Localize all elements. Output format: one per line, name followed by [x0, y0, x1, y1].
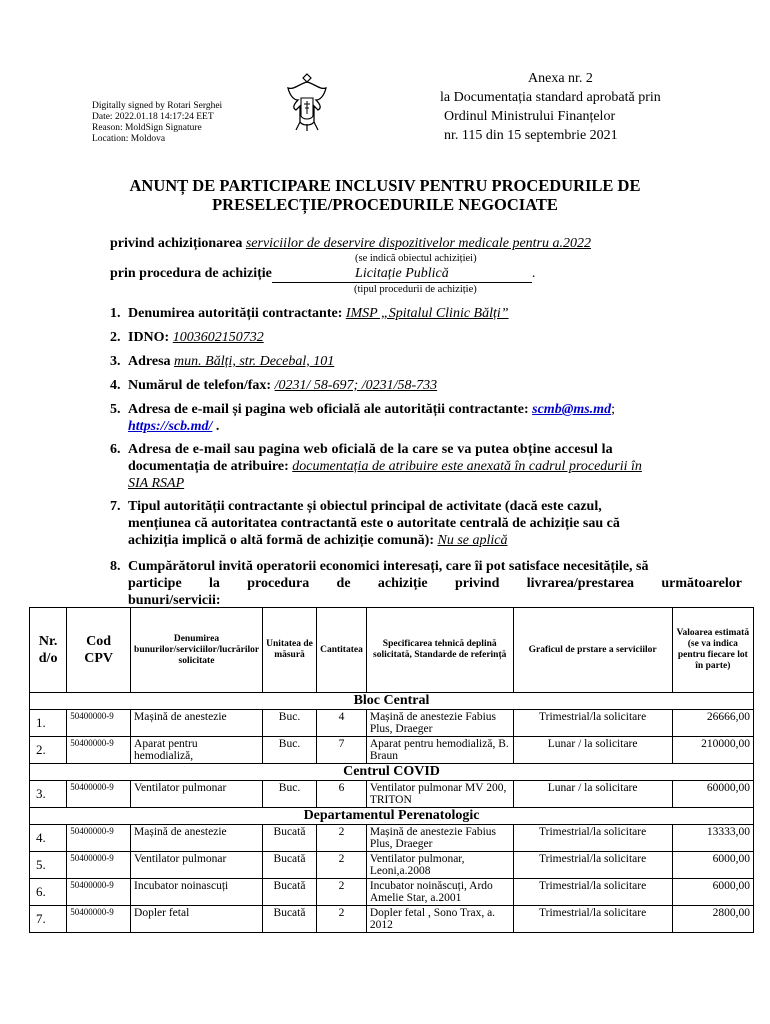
website-link[interactable]: https://scb.md/: [128, 419, 213, 434]
digital-signature: [92, 101, 222, 145]
cell-cpv: 50400000-9: [67, 906, 131, 933]
cell-unit: Bucată: [262, 906, 316, 933]
idno-value: 1003602150732: [172, 330, 264, 345]
procedure-line: prin procedura de achiziție Licitație Publică .: [110, 266, 536, 281]
procedure-hint: (tipul procedurii de achiziție): [354, 284, 477, 295]
item-6: [110, 441, 742, 492]
acquisition-object-line: [110, 236, 591, 252]
cell-schedule: Trimestrial/la solicitare: [513, 879, 672, 906]
authority-type-text: Tipul autorității contractante și obiectul principal de activitate (dacă este cazul,: [128, 499, 602, 514]
cell-spec: Ventilator pulmonar MV 200, TRITON: [366, 781, 513, 808]
acquisition-object: serviciilor de deservire dispozitivelor medicale pentru a.2022: [245, 236, 591, 251]
cell-cpv: 50400000-9: [67, 710, 131, 737]
title-line: PRESELECȚIE/PROCEDURILE NEGOCIATE: [212, 195, 558, 214]
section-title: Bloc Central: [30, 693, 754, 710]
cell-value: 26666,00: [672, 710, 753, 737]
cell-nr: 7.: [30, 906, 67, 933]
word: achiziție: [377, 576, 428, 591]
cell-name: Dopler fetal: [131, 906, 263, 933]
cell-unit: Bucată: [262, 825, 316, 852]
signature-date: Date: 2022.01.18 14:17:24 EET: [92, 112, 214, 122]
item-7: [110, 498, 742, 549]
invitation-text: Cumpărătorul invită operatorii economici interesați, care îi pot satisface necesitățile, să: [128, 559, 649, 574]
header-nr: Nr. d/o: [30, 608, 67, 693]
cell-nr: 3.: [30, 781, 67, 808]
cell-spec: Ventilator pulmonar, Leoni,a.2008: [366, 852, 513, 879]
word: livrarea/prestarea: [526, 576, 635, 591]
cell-qty: 4: [317, 710, 367, 737]
cell-qty: 2: [317, 825, 367, 852]
page-title: [60, 176, 710, 214]
annex-reference: [440, 69, 661, 145]
cell-name: Ventilator pulmonar: [131, 852, 263, 879]
word: următoarelor: [661, 576, 742, 591]
cell-qty: 2: [317, 879, 367, 906]
contracting-authority-label: Denumirea autorității contractante:: [128, 306, 343, 321]
object-hint: (se indică obiectul achiziției): [355, 253, 477, 264]
docs-access-label: documentația de atribuire:: [128, 459, 289, 474]
cell-spec: Mașină de anestezie Fabius Plus, Draeger: [366, 710, 513, 737]
cell-schedule: Trimestrial/la solicitare: [513, 825, 672, 852]
header-unit: Unitatea de măsură: [262, 608, 316, 693]
cell-value: 6000,00: [672, 852, 753, 879]
word: privind: [455, 576, 500, 591]
cell-cpv: 50400000-9: [67, 737, 131, 764]
procedure-value: Licitație Publică: [355, 266, 449, 281]
docs-access-label: Adresa de e-mail sau pagina web oficială de la care se va putea obține accesul la: [128, 442, 613, 457]
header-name: Denumirea bunurilor/serviciilor/lucrărilor solicitate: [131, 608, 263, 693]
docs-access-value: documentația de atribuire este anexată în cadrul procedurii în: [292, 459, 642, 474]
item-4: [110, 377, 742, 394]
cell-cpv: 50400000-9: [67, 781, 131, 808]
cell-qty: 2: [317, 906, 367, 933]
phone-label: Numărul de telefon/fax:: [128, 378, 272, 393]
address-value: mun. Bălți, str. Decebal, 101: [174, 354, 335, 369]
cell-unit: Bucată: [262, 852, 316, 879]
cell-spec: Aparat pentru hemodializă, B. Braun: [366, 737, 513, 764]
annex-number: Anexa nr. 2: [528, 71, 593, 86]
coat-of-arms-icon: [284, 72, 330, 132]
section-row: [30, 764, 754, 781]
header-spec: Specificarea tehnică deplină solicitată, Standarde de referință: [366, 608, 513, 693]
title-line: ANUNȚ DE PARTICIPARE INCLUSIV PENTRU PROCEDURILE DE: [129, 176, 641, 195]
signature-reason: Reason: MoldSign Signature: [92, 123, 202, 133]
cell-value: 13333,00: [672, 825, 753, 852]
acquisition-label: privind achiziționarea: [110, 236, 243, 251]
word: de: [336, 576, 351, 591]
cell-nr: 5.: [30, 852, 67, 879]
cell-qty: 7: [317, 737, 367, 764]
item-8: [110, 558, 742, 609]
contracting-authority-value: IMSP „Spitalul Clinic Bălți”: [345, 306, 509, 321]
cell-nr: 6.: [30, 879, 67, 906]
cell-value: 60000,00: [672, 781, 753, 808]
cell-value: 210000,00: [672, 737, 753, 764]
header-qty: Cantitatea: [317, 608, 367, 693]
section-row: [30, 808, 754, 825]
cell-nr: 2.: [30, 737, 67, 764]
signature-line: Digitally signed by Rotari Serghei: [92, 101, 223, 111]
email-link[interactable]: scmb@ms.md: [532, 402, 612, 417]
header-schedule: Graficul de prstare a serviciilor: [513, 608, 672, 693]
table-row: [30, 906, 754, 933]
cell-spec: Mașină de anestezie Fabius Plus, Draeger: [366, 825, 513, 852]
cell-qty: 2: [317, 852, 367, 879]
cell-schedule: Lunar / la solicitare: [513, 737, 672, 764]
item-5: 5. Adresa de e-mail și pagina web oficială ale autorității contractante: scmb@ms.md; https://scb.md/ .: [110, 402, 615, 434]
cell-unit: Buc.: [262, 781, 316, 808]
section-title: Departamentul Perenatologic: [30, 808, 754, 825]
cell-cpv: 50400000-9: [67, 852, 131, 879]
word: procedura: [247, 576, 310, 591]
table-row: [30, 852, 754, 879]
cell-cpv: 50400000-9: [67, 825, 131, 852]
item-number: 8.: [110, 559, 121, 574]
annex-line: nr. 115 din 15 septembrie 2021: [444, 128, 618, 143]
authority-type-text: achiziția implică o altă formă de achiziție comună):: [128, 533, 434, 548]
table-row: [30, 710, 754, 737]
cell-value: 2800,00: [672, 906, 753, 933]
cell-qty: 6: [317, 781, 367, 808]
annex-line: la Documentația standard aprobată prin: [440, 90, 661, 105]
item-number: 5.: [110, 402, 121, 417]
annex-line: Ordinul Ministrului Finanțelor: [444, 109, 616, 124]
authority-type-text: mențiunea că autoritatea contractantă este o autoritate centrală de achiziție sau că: [128, 516, 620, 531]
address-label: Adresa: [128, 354, 171, 369]
header-value: Valoarea estimată (se va indica pentru fiecare lot în parte): [672, 608, 753, 693]
table-header-row: [30, 608, 754, 693]
docs-access-value: SIA RSAP: [128, 476, 185, 491]
cell-name: Mașină de anestezie: [131, 710, 263, 737]
cell-name: Aparat pentru hemodializă,: [131, 737, 263, 764]
table-row: [30, 737, 754, 764]
cell-unit: Buc.: [262, 710, 316, 737]
item-number: 2.: [110, 330, 121, 345]
cell-schedule: Trimestrial/la solicitare: [513, 710, 672, 737]
cell-nr: 1.: [30, 710, 67, 737]
cell-schedule: Trimestrial/la solicitare: [513, 852, 672, 879]
cell-schedule: Trimestrial/la solicitare: [513, 906, 672, 933]
section-row: [30, 693, 754, 710]
table-row: [30, 781, 754, 808]
authority-type-value: Nu se aplică: [437, 533, 508, 548]
cell-name: Ventilator pulmonar: [131, 781, 263, 808]
word: participe: [128, 576, 182, 591]
procedure-label: prin procedura de achiziție: [110, 266, 272, 281]
item-number: 4.: [110, 378, 121, 393]
cell-unit: Buc.: [262, 737, 316, 764]
phone-value: /0231/ 58-697; /0231/58-733: [274, 378, 438, 393]
item-number: 7.: [110, 499, 121, 514]
cell-nr: 4.: [30, 825, 67, 852]
invitation-text: bunuri/servicii:: [128, 593, 221, 608]
item-number: 3.: [110, 354, 121, 369]
cell-spec: Incubator noinăscuți, Ardo Amelie Star, a.2001: [366, 879, 513, 906]
cell-name: Incubator noinascuți: [131, 879, 263, 906]
cell-schedule: Lunar / la solicitare: [513, 781, 672, 808]
cell-spec: Dopler fetal , Sono Trax, a. 2012: [366, 906, 513, 933]
cell-name: Mașină de anestezie: [131, 825, 263, 852]
item-number: 6.: [110, 442, 121, 457]
cell-value: 6000,00: [672, 879, 753, 906]
item-number: 1.: [110, 306, 121, 321]
header-cpv: Cod CPV: [67, 608, 131, 693]
table-row: [30, 825, 754, 852]
invitation-text: [128, 575, 742, 592]
signature-location: Location: Moldova: [92, 134, 166, 144]
table-row: [30, 879, 754, 906]
section-title: Centrul COVID: [30, 764, 754, 781]
item-1: [110, 305, 742, 322]
email-web-label: Adresa de e-mail și pagina web oficială ale autorității contractante:: [128, 402, 529, 417]
word: la: [209, 576, 220, 591]
cell-unit: Bucată: [262, 879, 316, 906]
procurement-table: [29, 607, 754, 933]
procedure-field: [272, 266, 532, 283]
cell-cpv: 50400000-9: [67, 879, 131, 906]
item-2: [110, 329, 742, 346]
item-3: [110, 353, 742, 370]
idno-label: IDNO:: [128, 330, 170, 345]
